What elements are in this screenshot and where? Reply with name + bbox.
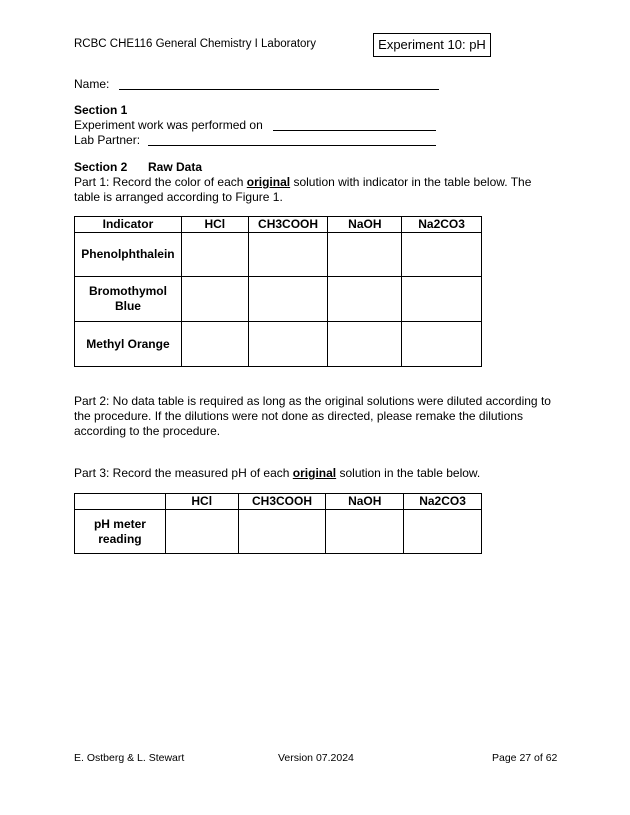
table2-header-row [75,494,482,510]
data-cell[interactable] [402,322,482,367]
table1-header-cell: NaOH [328,217,402,233]
row-label-phenolphthalein: Phenolphthalein [75,233,182,277]
data-cell[interactable] [328,277,402,322]
part3-text-a: Part 3: Record the measured pH of each [74,466,293,480]
footer-version: Version 07.2024 [278,752,354,764]
part1-instructions [74,175,559,205]
table-row [75,510,482,554]
table-row [75,233,482,277]
part1-text-b: solution with indicator in the table below. The table is arranged according to Figure 1. [74,175,532,204]
part1-original-emphasis: original [246,175,291,189]
header-course-title: RCBC CHE116 General Chemistry I Laboratory [74,38,317,50]
table1-header-cell: Na2CO3 [402,217,482,233]
row-label-methyl-orange: Methyl Orange [75,322,182,367]
data-cell[interactable] [402,233,482,277]
data-cell[interactable] [181,233,248,277]
data-cell[interactable] [328,233,402,277]
table1-header-cell: Indicator [75,217,182,233]
section2-heading: Section 2 [74,160,128,174]
data-cell[interactable] [181,277,248,322]
table-row [75,322,482,367]
table1-header-row [75,217,482,233]
lab-partner-label: Lab Partner: [74,133,141,147]
table1-header-cell: CH3COOH [248,217,328,233]
table-row [75,277,482,322]
table2-header-cell: NaOH [326,494,404,510]
part2-instructions: Part 2: No data table is required as long as the original solutions were diluted according to the procedure. If the dilutions were not done as directed, please remake the dilutions according to the procedure. [74,394,551,438]
table2-header-cell: HCl [165,494,238,510]
row-label-ph-meter-reading: pH meter reading [75,510,166,554]
data-cell[interactable] [238,510,326,554]
part3-text-b: solution in the table below. [336,466,481,480]
data-cell[interactable] [326,510,404,554]
data-cell[interactable] [248,277,328,322]
data-cell[interactable] [181,322,248,367]
part1-text-a: Part 1: Record the color of each [74,175,247,189]
data-cell[interactable] [328,322,402,367]
performed-on-label: Experiment work was performed on [74,118,263,132]
data-cell[interactable] [248,322,328,367]
part3-original-emphasis: original [292,466,337,480]
table2-header-cell: Na2CO3 [404,494,482,510]
name-label: Name: [74,77,110,91]
performed-on-field-line[interactable] [273,116,436,131]
table2-header-cell [75,494,166,510]
table2-header-cell: CH3COOH [238,494,326,510]
name-field-line[interactable] [119,74,439,90]
table1-header-cell: HCl [181,217,248,233]
row-label-bromothymol-blue: Bromothymol Blue [75,277,182,322]
indicator-color-table [74,216,482,367]
footer-authors: E. Ostberg & L. Stewart [74,752,185,764]
data-cell[interactable] [248,233,328,277]
experiment-title-box: Experiment 10: pH [373,33,491,57]
raw-data-heading: Raw Data [148,160,203,174]
lab-partner-field-line[interactable] [148,131,436,146]
footer-page-number: Page 27 of 62 [492,752,558,764]
part3-instructions [74,466,559,481]
data-cell[interactable] [404,510,482,554]
data-cell[interactable] [402,277,482,322]
section1-heading: Section 1 [74,103,128,117]
data-cell[interactable] [165,510,238,554]
ph-reading-table [74,493,482,554]
